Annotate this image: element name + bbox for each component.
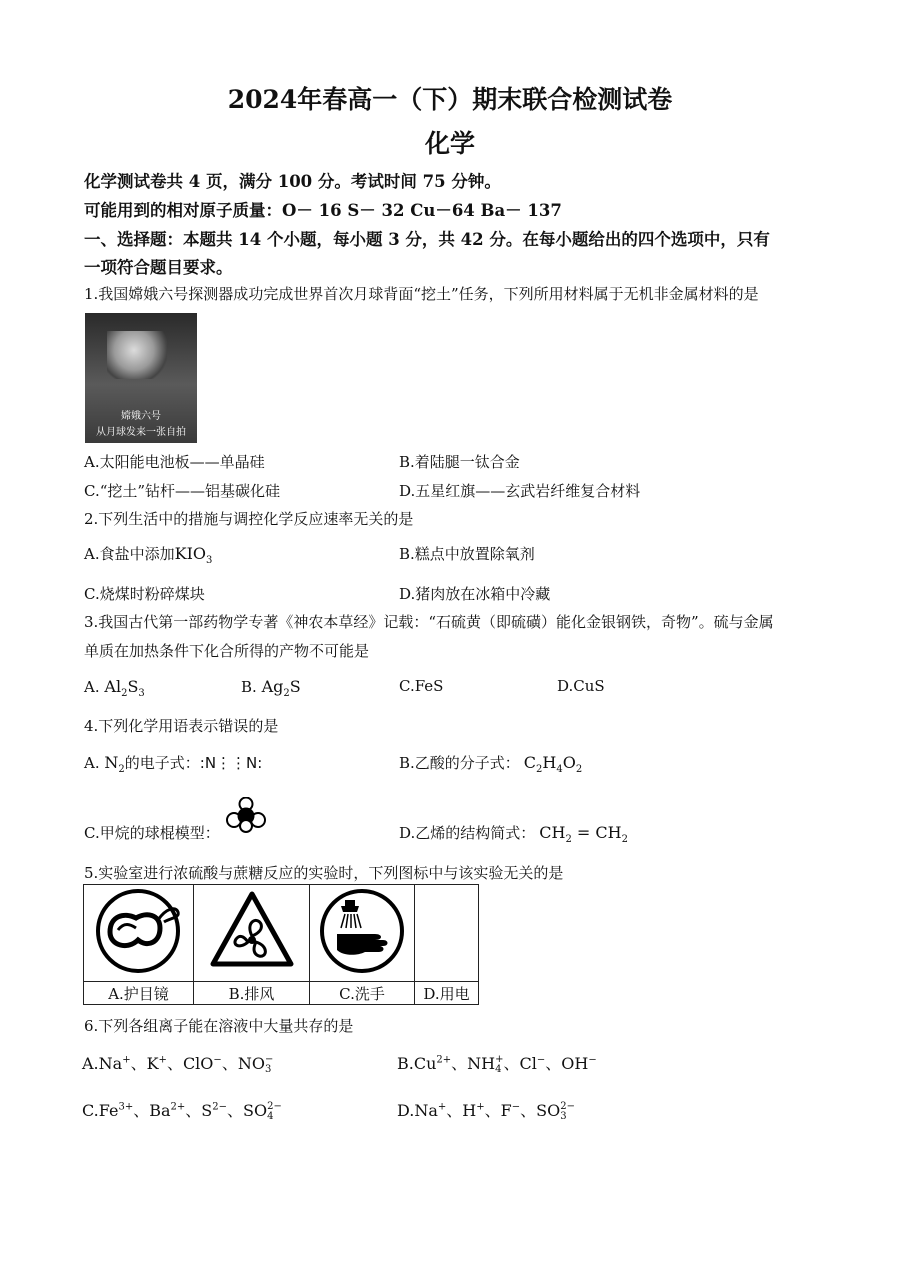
goggles-icon [94, 888, 184, 974]
q1-option-c: C.“挖土”钻杆——铝基碳化硅 [84, 482, 281, 500]
methane-ball-stick-model [224, 797, 268, 833]
q6-stem: 6.下列各组离子能在溶液中大量共存的是 [84, 1017, 354, 1035]
q3-option-b: B. $Ag_2S$ [241, 677, 301, 699]
q4-option-b: B.乙酸的分子式： $C_2H_4O_2$ [399, 753, 583, 776]
q5-label-c: C.洗手 [310, 982, 415, 1005]
section-heading: 一、选择题：本题共 14 个小题，每小题 3 分，共 42 分。在每小题给出的四个选项中，只有 [84, 230, 770, 249]
q1-option-b: B.着陆腿一钛合金 [399, 453, 520, 471]
q5-stem: 5.实验室进行浓硫酸与蔗糖反应的实验时，下列图标中与该实验无关的是 [84, 864, 564, 882]
photo-caption-2: 从月球发来一张自拍 [96, 427, 186, 438]
safety-icon-table [83, 884, 479, 1005]
q3-stem-line2: 单质在加热条件下化合所得的产物不可能是 [84, 642, 370, 660]
chang-e-6-photo [85, 313, 197, 443]
n2-electron-formula: :N⋮⋮N: [199, 754, 263, 772]
photo-caption-1: 嫦娥六号 [121, 411, 161, 422]
q5-label-d: D.用电 [415, 982, 479, 1005]
q3-stem-line1: 3.我国古代第一部药物学专著《神农本草经》记载：“石硫黄（即硫磺）能化金银钢铁，奇物”。硫与金属 [84, 613, 774, 631]
q2-stem: 2.下列生活中的措施与调控化学反应速率无关的是 [84, 510, 414, 528]
ventilation-fan-icon [207, 888, 297, 974]
hand-washing-icon-cell [310, 885, 415, 982]
q4-option-d: D.乙烯的结构简式： $CH_2 = CH_2$ [399, 823, 628, 846]
q6-option-b: $B.Cu^{2+}$、NH + 4 、Cl−、OH− [397, 1053, 597, 1075]
electricity-icon-cell [415, 885, 479, 982]
q5-label-b: B.排风 [194, 982, 310, 1005]
q6-option-c: $C.Fe^{3+}$、$Ba^{2+}$、$S^{2-}$、SO 2− 4 [82, 1100, 282, 1122]
q4-option-c: C.甲烷的球棍模型： [84, 824, 220, 842]
q4-stem: 4.下列化学用语表示错误的是 [84, 717, 279, 735]
exam-info: 化学测试卷共 4 页，满分 100 分。考试时间 75 分钟。 [84, 172, 501, 191]
exam-title: 2024年春高一（下）期末联合检测试卷 [227, 85, 673, 114]
q3-option-d: D.CuS [557, 677, 605, 695]
q6-option-a: A.Na+、K+、ClO−、NO − 3 [82, 1053, 274, 1075]
q3-option-a: A. $Al_2S_3$ [84, 677, 145, 699]
q2-option-c: C.烧煤时粉碎煤块 [84, 585, 205, 603]
q5-label-a: A.护目镜 [84, 982, 194, 1005]
goggles-icon-cell [84, 885, 194, 982]
q6-option-d: D.Na+、H+、F−、SO 2− 3 [397, 1100, 575, 1122]
q1-option-d: D.五星红旗——玄武岩纤维复合材料 [399, 482, 641, 500]
q1-option-a: A.太阳能电池板——单晶硅 [84, 453, 265, 471]
ventilation-icon-cell [194, 885, 310, 982]
hand-washing-icon [317, 888, 407, 974]
q2-option-b: B.糕点中放置除氧剂 [399, 545, 535, 563]
atomic-mass-info: 可能用到的相对原子质量：O－ 16 S－ 32 Cu－64 Ba－ 137 [84, 201, 562, 220]
subject-title: 化学 [424, 129, 475, 158]
q3-option-c: C.FeS [399, 677, 444, 695]
q2-option-a: A.食盐中添加$KIO_3$ [84, 544, 213, 566]
q1-stem: 1.我国嫦娥六号探测器成功完成世界首次月球背面“挖土”任务，下列所用材料属于无机非金属材料的是 [84, 285, 759, 303]
section-heading-cont: 一项符合题目要求。 [84, 258, 233, 277]
q4-option-a: A. $N_2$的电子式：:N⋮⋮N: [84, 753, 263, 775]
q2-option-d: D.猪肉放在冰箱中冷藏 [399, 585, 551, 603]
lander-image [107, 331, 167, 379]
